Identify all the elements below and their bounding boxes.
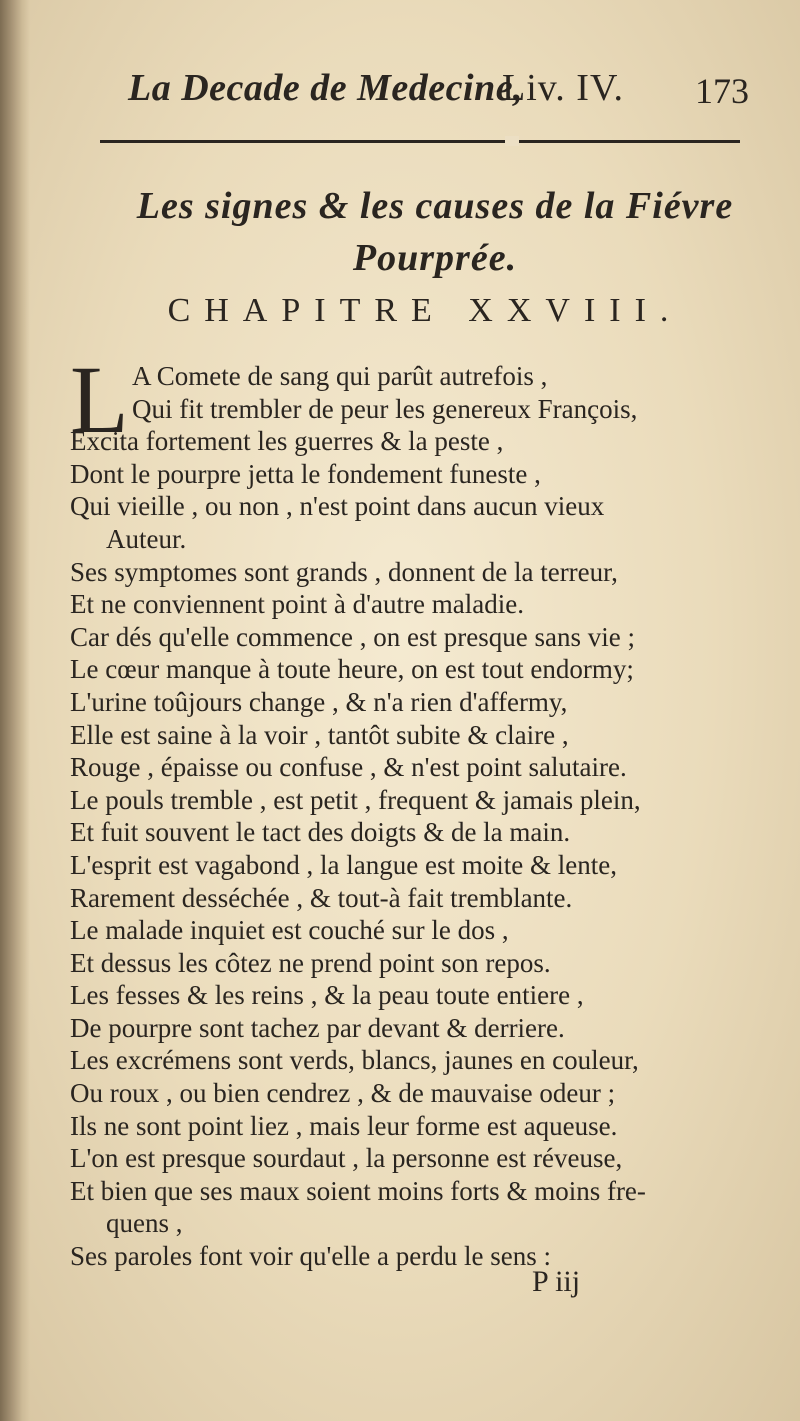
verse-line: quens , xyxy=(106,1208,183,1239)
drop-cap: L xyxy=(70,346,129,453)
chapter-title-line-2: Pourprée. xyxy=(352,237,518,279)
verse-line: Ses symptomes sont grands , donnent de la terreur, xyxy=(70,556,618,587)
verse-line: Et ne conviennent point à d'autre maladie. xyxy=(70,589,524,620)
verse-line: Le malade inquiet est couché sur le dos , xyxy=(70,915,509,946)
chapter-number: CHAPITRE XXVIII. xyxy=(167,292,683,329)
verse-line: L'urine toûjours change , & n'a rien d'affermy, xyxy=(70,686,568,717)
verse-line: Dont le pourpre jetta le fondement funeste , xyxy=(70,458,541,489)
verse-line: Et fuit souvent le tact des doigts & de la main. xyxy=(70,817,571,848)
verse-line: Et dessus les côtez ne prend point son repos. xyxy=(70,947,551,978)
verse-line: Le cœur manque à toute heure, on est tout endormy; xyxy=(70,654,634,685)
verse-line: Qui vieille , ou non , n'est point dans aucun vieux xyxy=(70,491,605,522)
book-number: Liv. IV. xyxy=(502,67,624,109)
verse-line: Ils ne sont point liez , mais leur forme est aqueuse. xyxy=(70,1110,618,1141)
header-rule xyxy=(100,140,740,143)
verse-line: Les fesses & les reins , & la peau toute entiere , xyxy=(70,980,584,1011)
verse-line: A Comete de sang qui parût autrefois , xyxy=(132,361,548,391)
page-number: 173 xyxy=(695,71,749,111)
verse-line: Les excrémens sont verds, blancs, jaunes en couleur, xyxy=(70,1045,639,1076)
verse-line: Ou roux , ou bien cendrez , & de mauvaise odeur ; xyxy=(70,1078,616,1109)
verse-line: Car dés qu'elle commence , on est presque sans vie ; xyxy=(70,621,635,652)
running-title: La Decade de Medecine, xyxy=(128,67,524,109)
verse-line: L'on est presque sourdaut , la personne est réveuse, xyxy=(70,1143,623,1174)
signature-mark: P iij xyxy=(532,1265,581,1298)
verse-line: L'esprit est vagabond , la langue est moite & lente, xyxy=(70,849,617,880)
running-header xyxy=(110,62,770,122)
chapter-title-line-1: Les signes & les causes de la Fiévre xyxy=(136,185,734,227)
verse-line: Rarement desséchée , & tout-à fait tremblante. xyxy=(70,882,573,913)
verse-line: De pourpre sont tachez par devant & derriere. xyxy=(70,1012,565,1043)
header-rule-gap xyxy=(505,136,519,146)
verse-line: Le pouls tremble , est petit , frequent & jamais plein, xyxy=(70,784,641,815)
page-binding-edge xyxy=(0,0,30,1421)
verse-line: Excita fortement les guerres & la peste , xyxy=(70,426,504,457)
verse-line: Qui fit trembler de peur les genereux François, xyxy=(132,393,638,424)
verse-line: Elle est saine à la voir , tantôt subite & claire , xyxy=(70,719,569,750)
chapter-title xyxy=(95,180,775,284)
verse-line: Ses paroles font voir qu'elle a perdu le sens : xyxy=(70,1241,551,1272)
verse-line: Rouge , épaisse ou confuse , & n'est point salutaire. xyxy=(70,752,627,783)
verse-line: Et bien que ses maux soient moins forts & moins fre- xyxy=(70,1175,646,1206)
poem-text xyxy=(70,360,780,1273)
verse-line: Auteur. xyxy=(106,523,187,554)
